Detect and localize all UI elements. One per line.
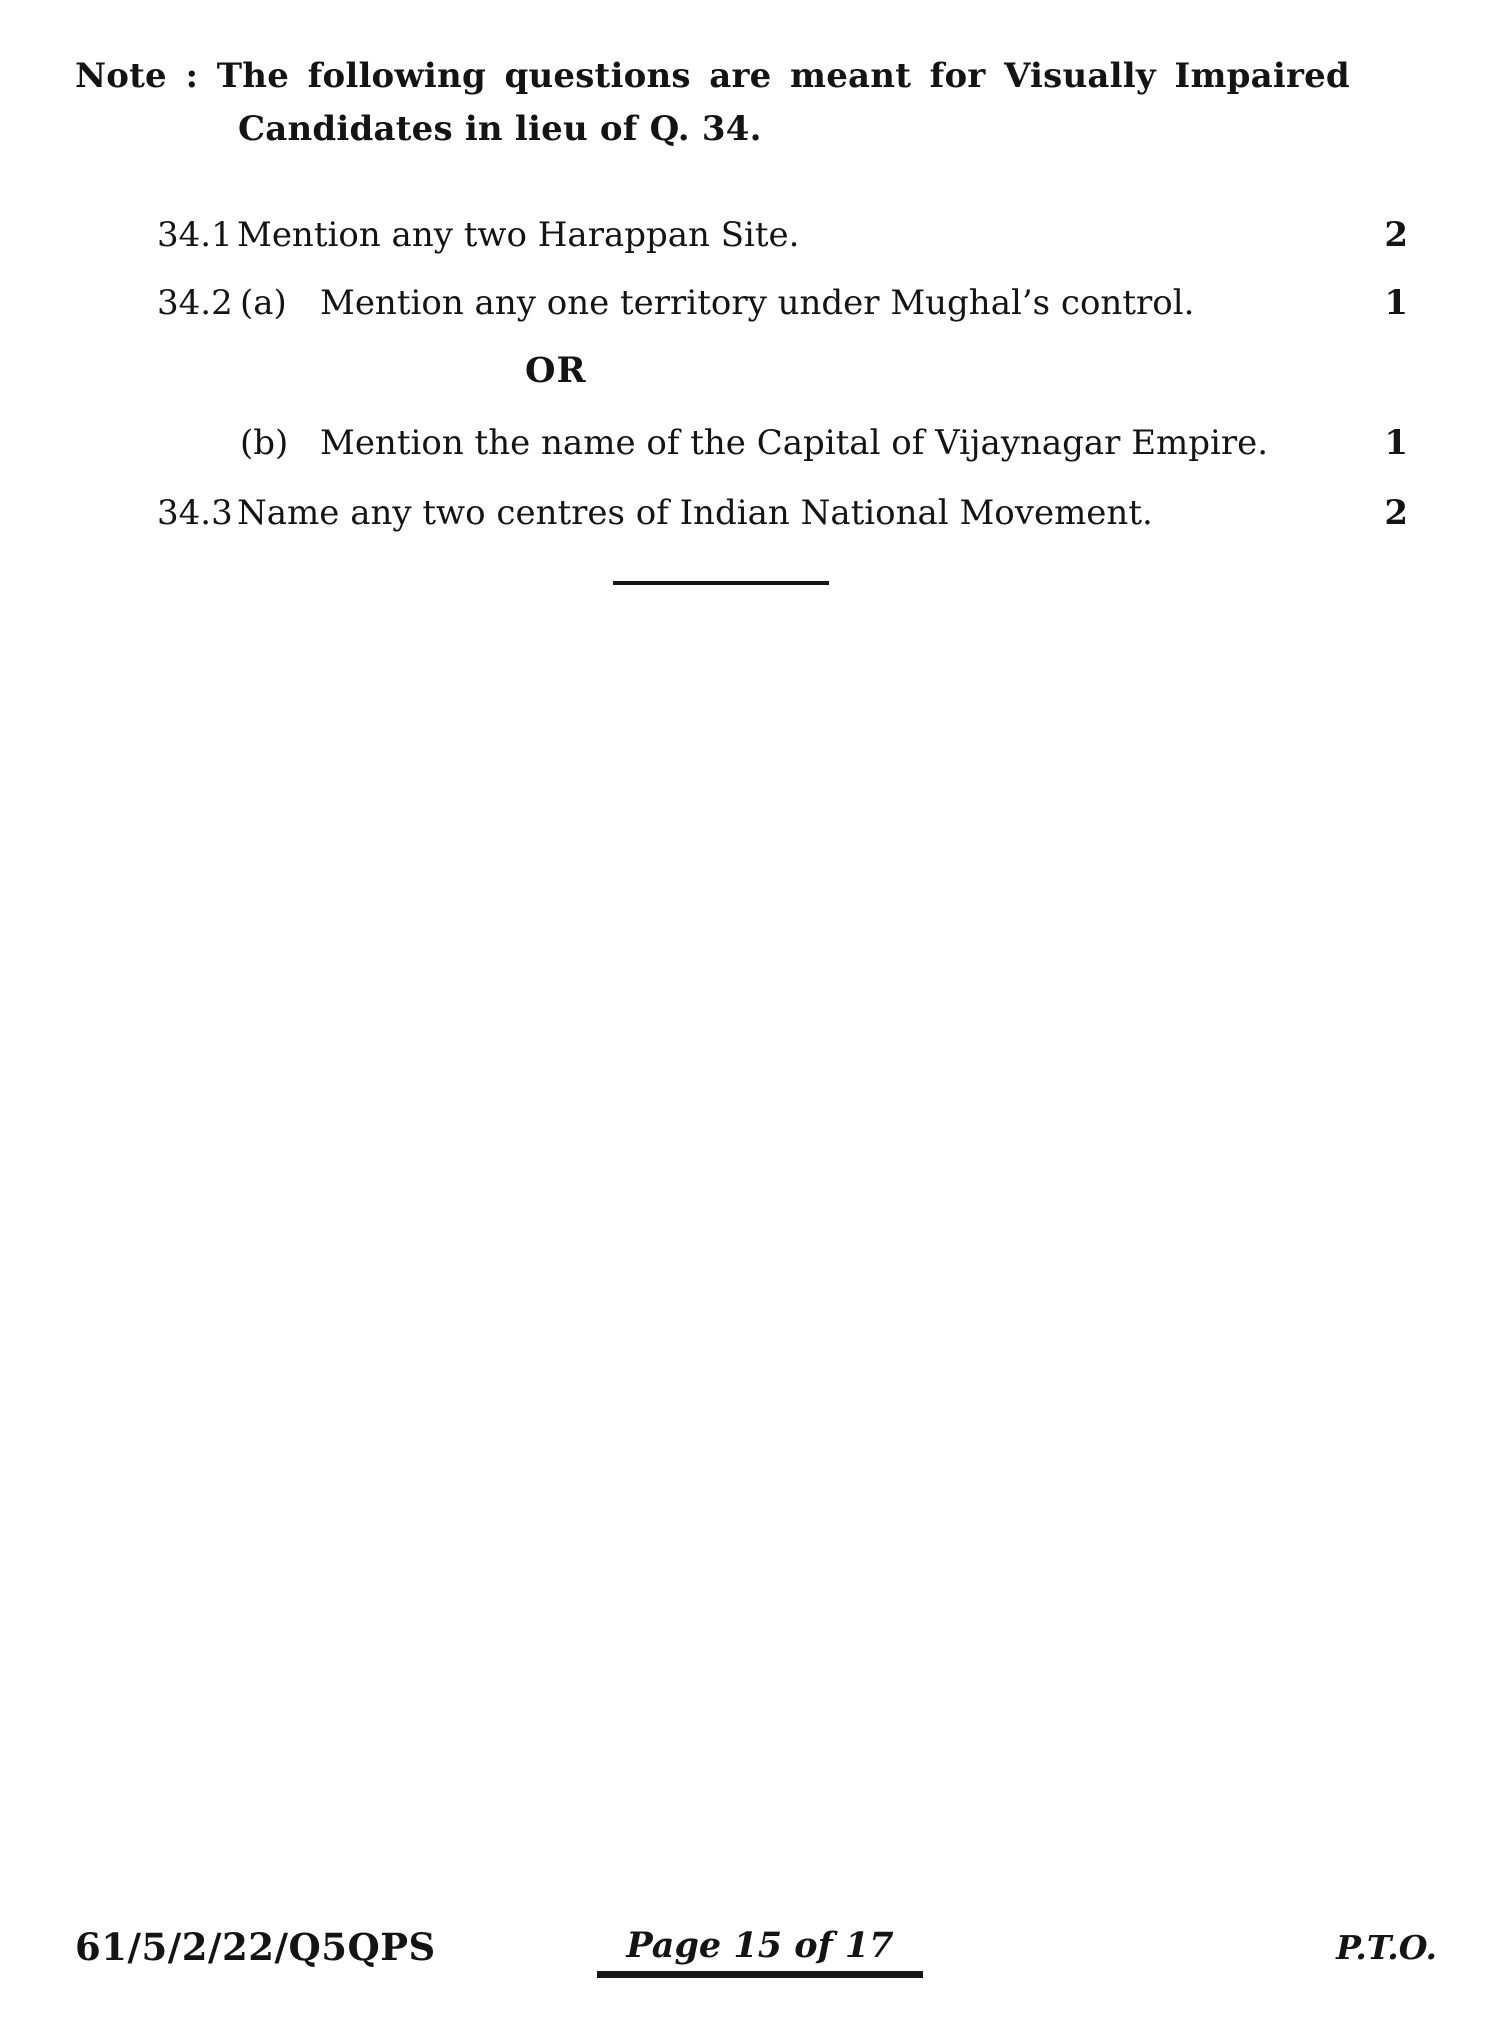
page-number-underline — [597, 1971, 923, 1978]
question-sub-label: (b) — [240, 423, 289, 463]
section-divider-rule — [613, 581, 829, 585]
question-text: Mention the name of the Capital of Vijaynagar Empire. — [320, 423, 1269, 463]
note-word: for — [929, 56, 986, 96]
question-number: 34.1 — [157, 215, 233, 255]
or-separator-label: OR — [525, 350, 587, 391]
note-word: are — [709, 56, 772, 96]
question-text: Mention any two Harappan Site. — [237, 215, 800, 255]
note-word: meant — [790, 56, 912, 96]
question-number: 34.3 — [157, 493, 233, 533]
pto-label: P.T.O. — [1336, 1928, 1437, 1967]
page-number-indicator: Page 15 of 17 — [626, 1925, 894, 1966]
question-marks: 1 — [1384, 283, 1408, 323]
question-marks: 2 — [1384, 215, 1408, 255]
note-word: Note — [75, 56, 167, 96]
question-text: Mention any one territory under Mughal’s control. — [320, 283, 1195, 323]
question-row-34-2b — [0, 422, 1505, 466]
question-row-34-2a — [0, 282, 1505, 326]
paper-code: 61/5/2/22/Q5QPS — [75, 1925, 436, 1969]
note-word: The — [216, 56, 290, 96]
note-heading-line2: Candidates in lieu of Q. 34. — [238, 109, 762, 149]
question-marks: 2 — [1384, 493, 1408, 533]
note-word: Visually — [1004, 56, 1156, 96]
note-word: following — [307, 56, 486, 96]
note-heading-line1 — [75, 55, 1350, 97]
question-row-34-3 — [0, 492, 1505, 536]
note-word: questions — [504, 56, 691, 96]
question-sub-label: (a) — [240, 283, 287, 323]
question-marks: 1 — [1384, 423, 1408, 463]
question-text: Name any two centres of Indian National Movement. — [237, 493, 1153, 533]
note-word: : — [185, 56, 199, 96]
question-row-34-1 — [0, 214, 1505, 258]
question-number: 34.2 — [157, 283, 233, 323]
note-word: Impaired — [1174, 56, 1350, 96]
